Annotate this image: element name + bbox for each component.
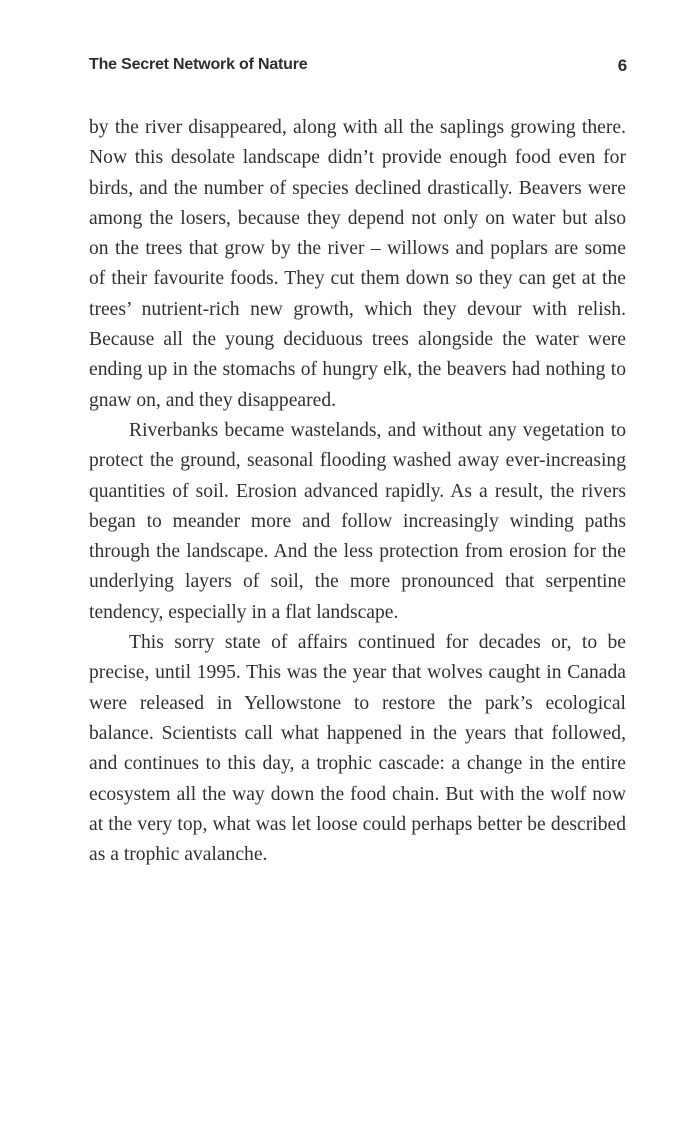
paragraph-continued: by the river disappeared, along with all the saplings growing there. Now this desolate landscape didn’t provide enough food even for birds, and the number of species declined drastically. Beavers were among the losers, because they depend not only on water but also on the trees that grow by the river – willows and poplars are some of their favourite foods. They cut them down so they can get at the trees’ nutrient-rich new growth, which they devour with relish. Because all the young deciduous trees alongside the water were ending up in the stomachs of hungry elk, the beavers had nothing to gnaw on, and they disappeared. bbox=[89, 117, 626, 411]
body-text bbox=[89, 113, 626, 870]
running-head bbox=[89, 56, 627, 80]
book-title: The Secret Network of Nature bbox=[89, 56, 308, 73]
page-number: 6 bbox=[617, 56, 627, 75]
paragraph-riverbanks: Riverbanks became wastelands, and without any vegetation to protect the ground, seasonal flooding washed away ever-increasing quantities of soil. Erosion advanced rapidly. As a result, the rivers began to meander more and follow increasingly winding paths through the landscape. And the less protection from erosion for the underlying layers of soil, the more pronounced that serpentine tendency, especially in a flat landscape. bbox=[89, 419, 626, 623]
paragraph-trophic-cascade: This sorry state of affairs continued for decades or, to be precise, until 1995. This was the year that wolves caught in Canada were released in Yellowstone to restore the park’s ecological balance. Scientists call what happened in the years that followed, and continues to this day, a trophic cascade: a change in the entire ecosystem all the way down the food chain. But with the wolf now at the very top, what was let loose could perhaps better be described as a trophic avalanche. bbox=[89, 632, 626, 866]
